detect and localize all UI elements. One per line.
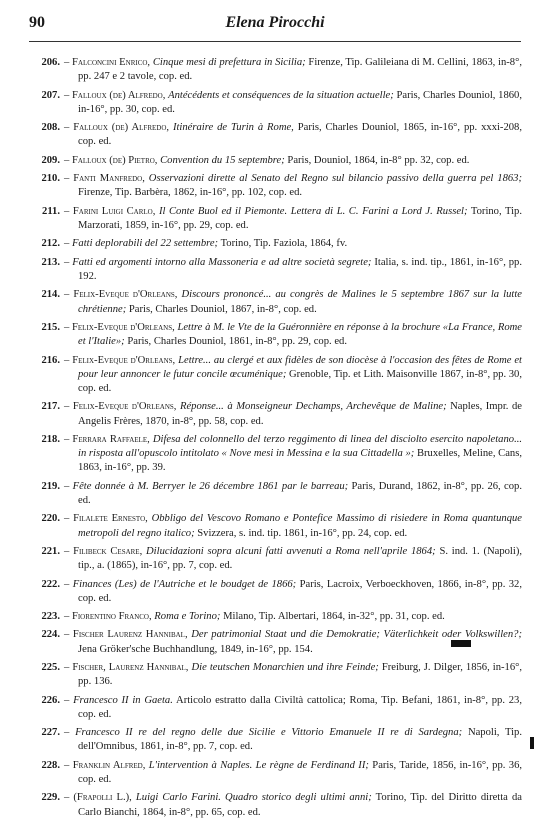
entry-dash: –: [64, 611, 72, 623]
entry-title: Francesco II re del regno delle due Sicilie e Vittorio Emanuele II re di Sardegna;: [75, 727, 463, 739]
entry-dash: –: [64, 122, 74, 134]
bibliography-entry: [24, 172, 522, 200]
entry-dash: –: [64, 513, 74, 525]
entry-number: 207.: [41, 89, 60, 101]
entry-text: [64, 512, 522, 540]
entry-author: Felix-Eveque d'Orleans,: [72, 354, 176, 366]
entry-publication: Firenze, Tip. Barbèra, 1862, in-16°, pp. 102, cop. ed.: [78, 187, 303, 199]
entry-dash: –: [64, 154, 72, 166]
bibliography-entry: [24, 205, 522, 233]
entry-number: 214.: [41, 289, 60, 301]
entry-number: 211.: [42, 205, 60, 217]
entry-dash: –: [64, 321, 72, 333]
entry-number: 217.: [41, 401, 60, 413]
entry-number: 227.: [41, 727, 60, 739]
page-number: 90: [29, 14, 45, 31]
bibliography-entry: [24, 321, 522, 349]
entry-text: [64, 578, 522, 606]
entry-number: 225.: [41, 662, 60, 674]
entry-number: 222.: [41, 578, 60, 590]
entry-dash: –: [64, 57, 73, 68]
entry-author: Fanti Manfredo,: [73, 173, 145, 185]
entry-title: Luigi Carlo Farini. Quadro storico degli ultimi anni;: [135, 792, 372, 804]
entry-title: L'intervention à Naples. Le règne de Ferdinand II;: [148, 759, 369, 771]
entry-title: Die teutschen Monarchien und ihre Feinde;: [191, 662, 379, 674]
entry-dash: –: [64, 289, 74, 301]
entry-author: Filalete Ernesto,: [73, 513, 148, 525]
entry-author: Falconcini Enrico,: [72, 57, 151, 68]
entry-number: 209.: [41, 154, 60, 166]
entry-publication: Torino, Tip. Marzorati, 1859, in-16°, pp. 29, cop. ed.: [78, 205, 522, 231]
entry-number: 220.: [41, 513, 60, 525]
entry-number: 208.: [41, 122, 60, 134]
entry-author: Franklin Alfred,: [72, 759, 146, 771]
bibliography-entry: [24, 354, 522, 397]
entry-title: Lettre... au clergé et aux fidèles de son diocèse à l'occasion des fêtes de Rome et pour leur annoncer le futur concile œcuménique;: [78, 354, 522, 380]
entry-dash: –: [64, 401, 73, 413]
entry-title: Il Conte Buol ed il Piemonte. Lettera di L. C. Farini a Lord J. Russel;: [158, 205, 468, 217]
entry-text: [64, 791, 522, 819]
entry-title: Difesa del colonnello del terzo reggimento di linea del disciolto esercito napoletano... in risposta all'opuscolo intitolato « Nove mesi in Messina e la sua Cittadella »;: [78, 433, 523, 460]
entry-publication: S. ind. 1. (Napoli), tip., a. (1865), in-16°, pp. 7, cop. ed.: [78, 545, 522, 572]
entry-text: [64, 121, 522, 149]
entry-text: [64, 726, 522, 754]
entry-text: [64, 759, 522, 787]
entry-title: Osservazioni dirette al Senato del Regno sul bilancio passivo della guerra pel 1863;: [148, 173, 522, 185]
entry-text: [64, 400, 522, 428]
entry-dash: –: [64, 662, 73, 674]
entry-title: Fatti ed argomenti intorno alla Massoneria e ad altre società segrete;: [72, 256, 372, 268]
bibliography-entry: [24, 791, 522, 819]
entry-title: Itinéraire de Turin à Rome,: [172, 122, 294, 134]
entry-number: 224.: [41, 629, 60, 641]
entry-dash: –: [64, 578, 73, 590]
bibliography-entry: [24, 433, 522, 476]
entry-text: [64, 256, 522, 284]
bibliography-list: [24, 56, 522, 824]
entry-number: 210.: [41, 173, 60, 185]
entry-text: [64, 154, 522, 168]
entry-dash: –: [64, 238, 72, 250]
entry-title: Fête donnée à M. Berryer le 26 décembre 1861 par le barreau;: [72, 480, 349, 492]
bibliography-entry: [24, 628, 522, 656]
entry-publication: Articolo estratto dalla Civiltà cattolica; Roma, Tip. Befani, 1861, in-8°, pp. 23, cop. ed.: [78, 694, 522, 720]
entry-publication: Paris, Douniol, 1864, in-8° pp. 32, cop. ed.: [287, 154, 470, 166]
entry-title: Obbligo del Vescovo Romano e Pontefice Massimo di risiedere in Roma quantunque metropoli del regno italico;: [78, 513, 522, 539]
entry-dash: –: [64, 433, 73, 445]
entry-author: Falloux (de) Alfredo,: [73, 122, 170, 134]
entry-author: Felix-Eveque d'Orleans,: [73, 289, 178, 301]
entry-author: Fischer Laurenz Hannibal,: [72, 629, 188, 641]
bibliography-entry: [24, 512, 522, 540]
entry-author: Fiorentino Franco,: [71, 611, 152, 623]
entry-publication: Freiburg, J. Dilger, 1856, in-16°, pp. 136.: [78, 662, 522, 688]
bibliography-entry: [24, 480, 522, 508]
entry-title: Fatti deplorabili del 22 settembre;: [71, 238, 219, 250]
entry-publication: Bruxelles, Meline, Cans, 1863, in-16°, pp. 39.: [78, 448, 522, 474]
entry-dash: –: [64, 629, 73, 641]
bibliography-entry: [24, 56, 522, 84]
entry-text: [64, 433, 522, 476]
entry-title: Lettre à M. le Vte de la Guéronnière en réponse à la brochure «La France, Rome et l'Italie»;: [78, 321, 522, 348]
entry-title: Réponse... à Monseigneur Dechamps, Archevêque de Maline;: [179, 401, 447, 413]
entry-publication: Jena Gröker'sche Buchhandlung, 1849, in-16°, pp. 154.: [78, 643, 313, 655]
bibliography-entry: [24, 726, 522, 754]
bibliography-entry: [24, 400, 522, 428]
entry-author: Ferrara Raffaele,: [72, 433, 150, 445]
entry-number: 223.: [41, 611, 60, 623]
entry-author: (Frapolli L.),: [73, 792, 132, 804]
entry-number: 213.: [41, 256, 60, 268]
entry-text: [64, 545, 522, 573]
entry-publication: Paris, Lacroix, Verboeckhoven, 1866, in-8°, pp. 32, cop. ed.: [78, 578, 522, 604]
entry-dash: –: [64, 545, 74, 557]
entry-number: 228.: [41, 759, 60, 771]
entry-title: Convention du 15 septembre;: [160, 154, 285, 166]
entry-text: [64, 661, 522, 689]
entry-publication: Paris, Durand, 1862, in-8°, pp. 26, cop. ed.: [78, 480, 522, 506]
entry-title: Cinque mesi di prefettura in Sicilia;: [152, 57, 306, 68]
entry-text: [64, 237, 522, 251]
entry-text: [64, 694, 522, 722]
bibliography-entry: [24, 89, 522, 117]
entry-author: Felix-Eveque d'Orleans,: [72, 321, 175, 333]
entry-number: 219.: [41, 480, 60, 492]
entry-number: 229.: [41, 792, 60, 804]
entry-title: Discours prononcé... au congrès de Malines le 5 septembre 1867 sur la lutte chrétienne;: [78, 289, 522, 315]
entry-number: 216.: [41, 354, 60, 366]
bibliography-entry: [24, 545, 522, 573]
ink-mark: [451, 640, 471, 647]
entry-publication: Firenze, Tip. Galileiana di M. Cellini, 1863, in-8°, pp. 247 e 2 tavole, cop. ed.: [78, 57, 522, 83]
bibliography-entry: [24, 610, 522, 624]
entry-dash: –: [64, 205, 73, 217]
entry-text: [64, 172, 522, 200]
entry-dash: –: [64, 354, 73, 366]
entry-publication: Paris, Charles Douniol, 1865, in-16°, pp. xxxi-208, cop. ed.: [78, 122, 522, 148]
entry-dash: –: [64, 89, 72, 101]
entry-title: Der patrimonial Staat und die Demokratie; Väterlichkeit oder Volkswillen?;: [191, 629, 522, 641]
entry-publication: Paris, Charles Douniol, 1861, in-8°, pp. 29, cop. ed.: [127, 336, 347, 348]
entry-dash: –: [64, 727, 76, 739]
entry-dash: –: [64, 759, 73, 771]
page-header: [29, 14, 521, 36]
entry-number: 218.: [41, 433, 60, 445]
running-head: Elena Pirocchi: [225, 14, 325, 31]
entry-publication: Napoli, Tip. dell'Omnibus, 1861, in-8°, pp. 7, cop. ed.: [78, 727, 522, 753]
entry-title: Dilucidazioni sopra alcuni fatti avvenuti a Roma nell'aprile 1864;: [146, 545, 436, 557]
entry-text: [64, 610, 522, 624]
entry-publication: Paris, Taride, 1856, in-16°, pp. 36, cop. ed.: [78, 759, 523, 786]
bibliography-entry: [24, 121, 522, 149]
entry-title: Antécédents et conséquences de la situation actuelle;: [168, 89, 394, 101]
entry-dash: –: [64, 480, 73, 492]
bibliography-entry: [24, 661, 522, 689]
entry-text: [64, 56, 522, 84]
entry-dash: –: [64, 694, 74, 706]
entry-author: Felix-Eveque d'Orleans,: [72, 401, 177, 413]
entry-publication: Torino, Tip. Faziola, 1864, fv.: [220, 238, 348, 250]
entry-publication: Svizzera, s. ind. tip. 1861, in-16°, pp. 24, cop. ed.: [197, 527, 408, 539]
entry-title: Finances (Les) de l'Autriche et le boudget de 1866;: [72, 578, 297, 590]
bibliography-entry: [24, 578, 522, 606]
entry-dash: –: [64, 792, 74, 804]
entry-author: Fischer, Laurenz Hannibal,: [72, 662, 189, 674]
entry-number: 215.: [41, 321, 60, 333]
entry-publication: Italia, s. ind. tip., 1861, in-16°, pp. 192.: [78, 256, 522, 282]
entry-dash: –: [64, 256, 73, 268]
entry-number: 206.: [41, 57, 60, 68]
entry-number: 221.: [41, 545, 60, 557]
entry-text: [64, 354, 522, 397]
bibliography-entry: [24, 237, 522, 251]
margin-ink-mark: [530, 737, 534, 749]
bibliography-entry: [24, 288, 522, 316]
entry-author: Falloux (de) Alfredo,: [72, 89, 166, 101]
entry-text: [64, 480, 522, 508]
bibliography-entry: [24, 256, 522, 284]
entry-publication: Naples, Impr. de Angelis Frères, 1870, in-8°, pp. 58, cop. ed.: [78, 401, 522, 427]
entry-publication: Paris, Charles Douniol, 1867, in-8°, cop. ed.: [128, 303, 317, 315]
entry-title: Francesco II in Gaeta.: [73, 694, 173, 706]
entry-text: [64, 205, 522, 233]
bibliography-entry: [24, 154, 522, 168]
entry-publication: Paris, Charles Douniol, 1860, in-16°, pp. 30, cop. ed.: [78, 89, 522, 115]
header-rule: [29, 41, 521, 42]
entry-author: Filibeck Cesare,: [73, 545, 143, 557]
entry-dash: –: [64, 173, 74, 185]
entry-text: [64, 89, 522, 117]
entry-text: [64, 321, 522, 349]
entry-title: Roma e Torino;: [154, 611, 221, 623]
entry-author: Farini Luigi Carlo,: [72, 205, 156, 217]
entry-publication: Milano, Tip. Albertari, 1864, in-32°, pp. 31, cop. ed.: [223, 611, 445, 623]
entry-text: [64, 288, 522, 316]
entry-number: 212.: [41, 238, 60, 250]
bibliography-entry: [24, 694, 522, 722]
entry-number: 226.: [41, 694, 60, 706]
bibliography-entry: [24, 759, 522, 787]
entry-publication: Torino, Tip. del Diritto diretta da Carlo Bianchi, 1864, in-8°, pp. 65, cop. ed.: [78, 792, 522, 818]
entry-publication: Grenoble, Tip. et Lith. Maisonville 1867, in-8°, pp. 30, cop. ed.: [78, 368, 522, 394]
entry-author: Falloux (de) Pietro,: [71, 154, 158, 166]
